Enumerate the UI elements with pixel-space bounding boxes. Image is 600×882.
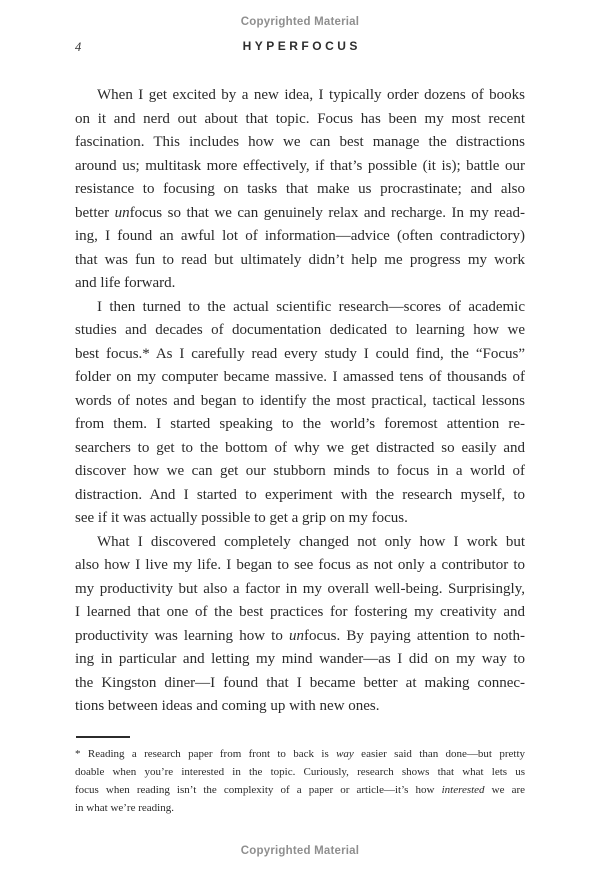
text-line: fascination. This includes how we can best manage the distractions	[75, 134, 525, 150]
text-line: from them. I started speaking to the world’s foremost attention re-	[75, 416, 525, 432]
text-line: focus when reading isn’t the complexity of a paper or article—it’s how interested we are	[75, 784, 525, 796]
text-line: in what we’re reading.	[75, 802, 174, 814]
text-line: my productivity but also a factor in my overall well-being. Surprisingly,	[75, 580, 525, 597]
paragraph	[75, 84, 525, 296]
text-line: studies and decades of documentation dedicated to learning how we	[75, 322, 525, 338]
text-line: best focus.* As I carefully read every study I could find, the “Focus”	[75, 345, 525, 362]
paragraph	[75, 296, 525, 531]
text-line: distraction. And I started to experiment with the research myself, to	[75, 486, 525, 503]
text-line: words of notes and began to identify the most practical, tactical lessons	[75, 392, 525, 409]
text-line: resistance to focusing on tasks that make us procrastinate; and also	[75, 181, 525, 197]
text-line: ing in particular and letting my mind wander—as I did on my way to	[75, 651, 525, 667]
copyright-notice-top: Copyrighted Material	[240, 16, 360, 28]
page-number: 4	[75, 40, 82, 54]
text-line: When I get excited by a new idea, I typically order dozens of books	[97, 87, 525, 103]
text-line: I learned that one of the best practices for fostering my creativity and	[75, 604, 525, 620]
text-line: also how I live my life. I began to see focus as not only a contributor to	[75, 557, 525, 573]
footnote-text	[75, 745, 525, 817]
text-line: tions between ideas and coming up with new ones.	[75, 698, 380, 714]
text-line: What I discovered completely changed not only how I work but	[97, 533, 525, 550]
text-line: see if it was actually possible to get a grip on my focus.	[75, 510, 408, 526]
footnote-divider	[76, 736, 130, 738]
copyright-notice-bottom: Copyrighted Material	[240, 845, 360, 857]
text-line: * Reading a research paper from front to back is way easier said than done—but pretty	[75, 748, 526, 760]
text-line: better unfocus so that we can genuinely relax and recharge. In my read-	[75, 204, 525, 221]
text-line: the Kingston diner—I found that I became better at making connec-	[75, 674, 525, 691]
text-line: and life forward.	[75, 275, 176, 291]
text-line: on it and nerd out about that topic. Focus has been my most recent	[75, 110, 525, 127]
text-line: discover how we can get our stubborn minds to focus in a world of	[75, 463, 525, 479]
body-text	[75, 84, 525, 719]
text-line: doable when you’re interested in the topic. Curiously, research shows that what lets us	[75, 766, 525, 778]
text-line: ing, I found an awful lot of information—advice (often contradictory)	[75, 228, 525, 244]
page-header	[75, 39, 525, 57]
running-head: HYPERFOCUS	[242, 39, 361, 53]
paragraph	[75, 531, 525, 719]
text-line: that was fun to read but ultimately didn’t help me progress my work	[75, 251, 525, 268]
text-line: searchers to get to the bottom of why we get distracted so easily and	[75, 439, 525, 456]
text-line: folder on my computer became massive. I amassed tens of thousands of	[75, 369, 525, 385]
text-line: around us; multitask more effectively, if that’s possible (it is); battle our	[75, 157, 525, 174]
text-line: I then turned to the actual scientific research—scores of academic	[97, 298, 525, 315]
text-line: productivity was learning how to unfocus. By paying attention to noth-	[75, 627, 525, 644]
